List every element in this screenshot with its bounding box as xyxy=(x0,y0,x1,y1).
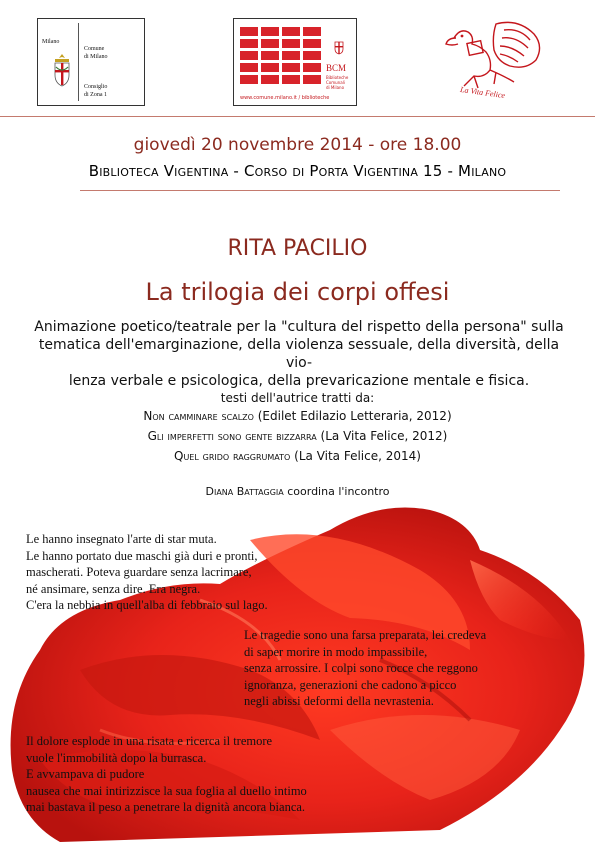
coordinator-text: coordina l'incontro xyxy=(283,485,390,498)
poem-stanza-3 xyxy=(26,733,307,816)
poem-line: Le tragedie sono una farsa preparata, lei credeva xyxy=(244,628,487,642)
logo-comune-label: Comune di Milano xyxy=(84,46,108,60)
bcm-name: BCM xyxy=(326,63,347,73)
bcm-grid-icon xyxy=(238,25,324,89)
coordinator-line xyxy=(0,485,595,498)
vita-felice-caption: La Vita Felice xyxy=(459,84,506,101)
book-publisher: (La Vita Felice, 2014) xyxy=(290,449,421,463)
logo-divider xyxy=(78,23,79,101)
logo-zona-label: Consiglio di Zona 1 xyxy=(84,84,108,98)
milano-coat-of-arms-icon xyxy=(52,53,72,87)
poem-line: mascherati. Poteva guardare senza lacrimare, xyxy=(26,565,252,579)
poem-line: C'era la nebbia in quell'alba di febbraio sul lago. xyxy=(26,598,268,612)
griffin-reading-icon xyxy=(434,16,550,96)
poem-line: Le hanno insegnato l'arte di star muta. xyxy=(26,532,217,546)
poem-stanza-2 xyxy=(244,627,486,710)
event-venue: Biblioteca Vigentina - Corso di Porta Vigentina 15 - Milano xyxy=(88,162,507,180)
poem-line: negli abissi deformi della nevrastenia. xyxy=(244,694,434,708)
milano-stemma-icon xyxy=(334,41,344,55)
author-name: RITA PACILIO xyxy=(227,236,368,261)
texts-intro: testi dell'autrice tratti da: xyxy=(220,391,375,405)
book-entry xyxy=(0,429,595,443)
book-entry xyxy=(0,449,595,463)
comune-milano-logo xyxy=(37,18,145,106)
event-title: La trilogia dei corpi offesi xyxy=(145,278,450,306)
poem-stanza-1 xyxy=(26,531,268,614)
bcm-logo xyxy=(233,18,357,106)
book-title: Gli imperfetti sono gente bizzarra xyxy=(147,429,317,443)
description-line: tematica dell'emarginazione, della violenza sessuale, della diversità, della vio- xyxy=(38,337,560,371)
event-description xyxy=(24,318,574,390)
event-date: giovedì 20 novembre 2014 - ore 18.00 xyxy=(133,135,462,155)
book-entry xyxy=(0,409,595,423)
poem-line: né ansimare, senza dire. Era negra. xyxy=(26,581,201,596)
poem-line: E avvampava di pudore xyxy=(26,767,145,781)
coordinator-name: Diana Battaggia xyxy=(205,485,284,498)
header-divider xyxy=(0,116,595,117)
logo-city-label: Milano xyxy=(42,39,60,45)
bcm-url: www.comune.milano.it / biblioteche xyxy=(240,95,330,101)
bcm-subtitle: Biblioteche Comunali di Milano xyxy=(326,75,349,90)
poem-line: nausea che mai intirizzisce la sua foglia al duello intimo xyxy=(26,783,307,798)
poem-line: di saper morire in modo impassibile, xyxy=(244,644,428,659)
poem-line: Il dolore esplode in una risata e ricerca il tremore xyxy=(26,734,273,748)
description-line: lenza verbale e psicologica, della prevaricazione mentale e fisica. xyxy=(68,373,530,389)
description-line: Animazione poetico/teatrale per la "cultura del rispetto della persona" sulla xyxy=(34,319,564,335)
book-publisher: (La Vita Felice, 2012) xyxy=(316,429,448,443)
poem-line: senza arrossire. I colpi sono rocce che reggono xyxy=(244,661,478,675)
la-vita-felice-logo xyxy=(434,16,550,104)
poem-line: vuole l'immobilità dopo la burrasca. xyxy=(26,750,207,765)
poem-line: Le hanno portato due maschi già duri e pronti, xyxy=(26,548,258,563)
poem-line: mai bastava il peso a penetrare la dignità ancora bianca. xyxy=(26,800,306,814)
book-title: Quel grido raggrumato xyxy=(174,449,291,463)
poem-line: ignoranza, generazioni che cadono a picco xyxy=(244,677,457,692)
venue-divider xyxy=(80,190,560,191)
book-publisher: (Edilet Edilazio Letteraria, 2012) xyxy=(253,409,452,423)
book-title: Non camminare scalzo xyxy=(143,409,254,423)
